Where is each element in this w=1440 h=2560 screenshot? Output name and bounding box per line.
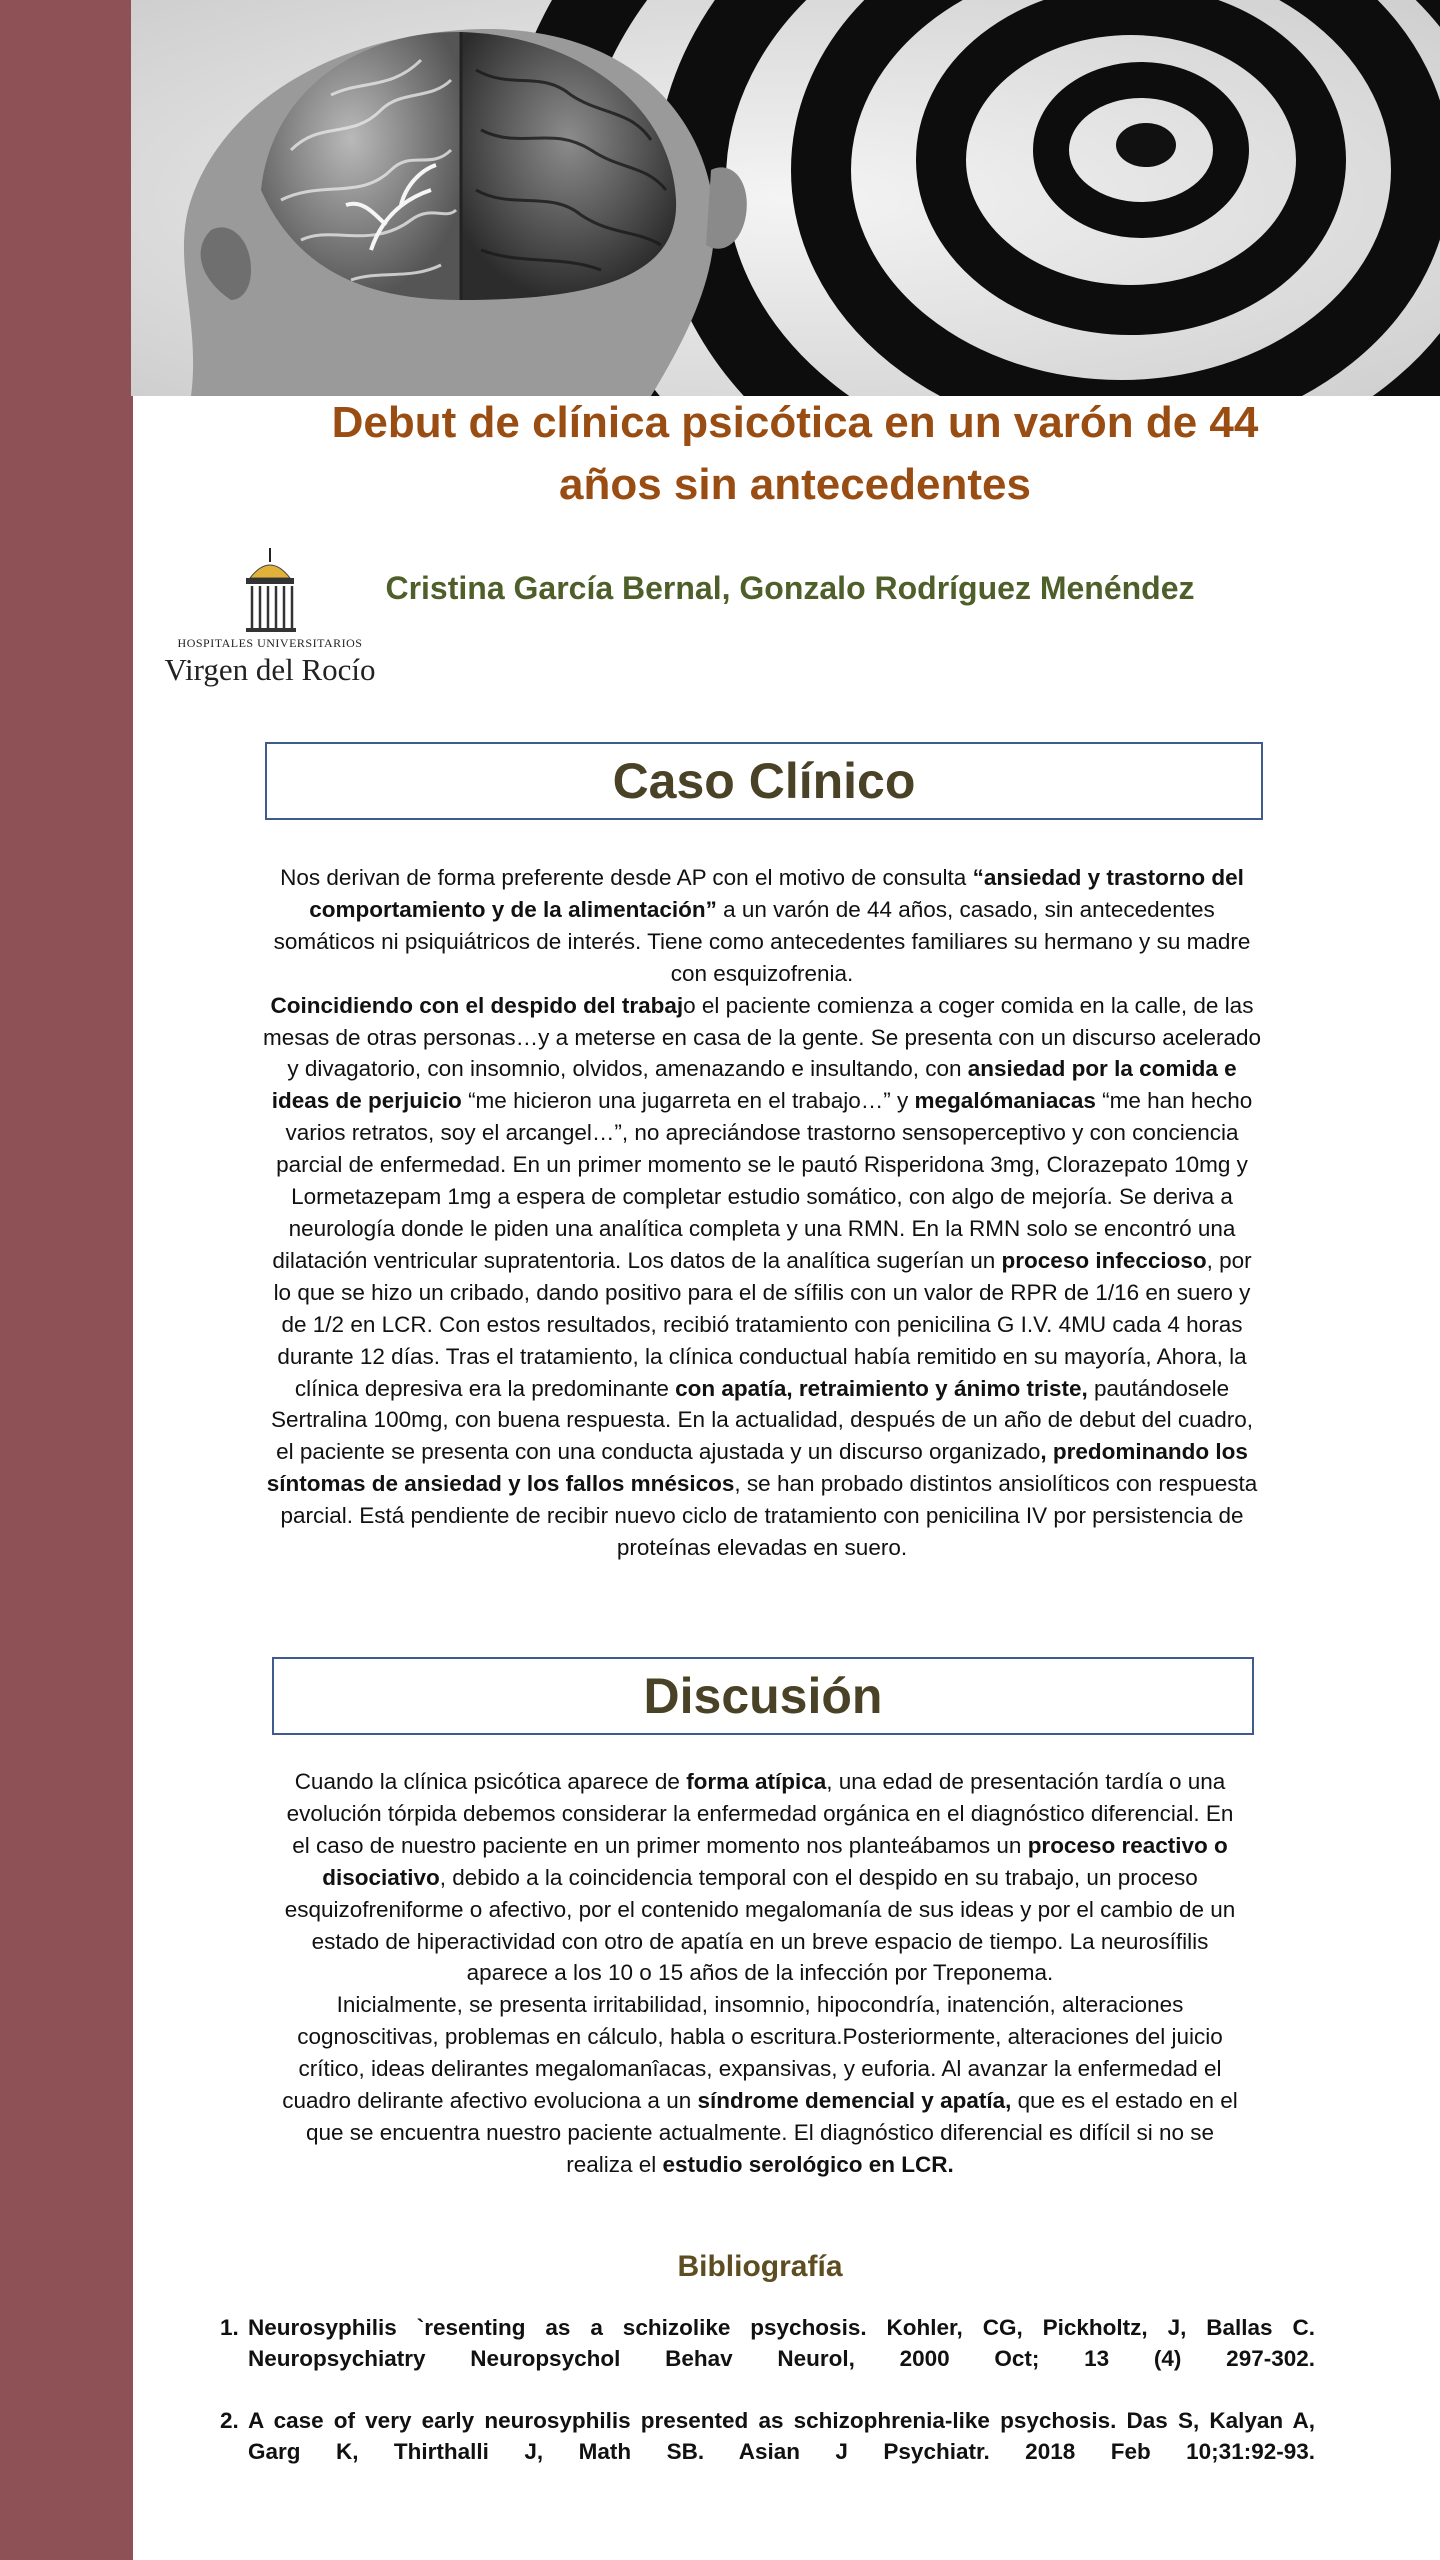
text-run: “me hicieron una jugarreta en el trabajo…” y: [461, 1088, 915, 1114]
text-run: Cuando la clínica psicótica aparece de: [294, 1769, 687, 1794]
discusion-paragraph-2: [280, 1989, 1240, 2180]
bibliografia-heading: Bibliografía: [677, 2250, 843, 2283]
bold-run: con apatía, retraimiento y ánimo triste,: [675, 1375, 1088, 1401]
reference-text: Neurosyphilis `resenting as a schizolike psychosis. Kohler, CG, Pickholtz, J, Ballas C. Neuropsychiatry Neuropsychol Behav Neurol, 2000 Oct; 13 (4) 297-302.: [248, 2315, 1315, 2371]
text-run: que es el estado en el que se encuentra nuestro paciente actualmente. El diagnóstico diferencial es difícil si no se realiza el: [305, 2088, 1238, 2177]
caso-paragraph-2: [262, 990, 1262, 1564]
discusion-body: [280, 1766, 1240, 2181]
text-run: a un varón de 44 años, casado, sin antecedentes somáticos ni psiquiátricos de interés. Tiene como antecedentes familiares su hermano y su madre con esquizofrenia.: [273, 896, 1251, 986]
caso-clinico-heading: Caso Clínico: [612, 753, 916, 809]
discusion-header: [272, 1657, 1254, 1735]
reference-number: 1.: [220, 2315, 239, 2340]
poster-title: [220, 392, 1370, 516]
reference-item: [220, 2405, 1315, 2467]
header-brain-image: [131, 0, 1440, 396]
poster-title-line1: Debut de clínica psicótica en un varón de 44: [331, 398, 1259, 447]
bold-run: ansiedad por la comida e ideas de perjuicio: [271, 1056, 1237, 1114]
bold-run: proceso reactivo o disociativo: [322, 1832, 1228, 1890]
poster-title-line2: años sin antecedentes: [559, 460, 1031, 509]
text-run: , por lo que se hizo un cribado, dando positivo para el de sífilis con un valor de RPR de 1/16 en suero y de 1/2 en LCR. Con estos resultados, recibió tratamiento con penicilina G I.V. 4MU cada 4 horas durante 12 días. Tras el tratamiento, la clínica conductual había remitido en su mayoría, Ahora, la clínica depresiva era la predominante: [273, 1247, 1252, 1401]
bold-run: , predominando los síntomas de ansiedad y los fallos mnésicos: [266, 1439, 1248, 1497]
bold-run: estudio serológico en LCR.: [662, 2151, 954, 2177]
text-run: Nos derivan de forma preferente desde AP con el motivo de consulta: [280, 865, 973, 890]
reference-item: [220, 2312, 1315, 2374]
bold-run: proceso infeccioso: [1001, 1247, 1207, 1273]
bold-run: forma atípica: [686, 1769, 827, 1794]
left-color-band: [0, 0, 133, 2560]
discusion-paragraph-1: [280, 1766, 1240, 1989]
brain-spiral-illustration: [131, 0, 1440, 396]
text-run: Inicialmente, se presenta irritabilidad, insomnio, hipocondría, inatención, alteraciones cognoscitivas, problemas en cálculo, habla o escritura.Posteriormente, alteraciones del juicio crítico, ideas delirantes megalomanîacas, expansivas, y euforia. Al avanzar la enfermedad el cuadro delirante afectivo evoluciona a un: [282, 1992, 1223, 2114]
text-run: pautándosele Sertralina 100mg, con buena respuesta. En la actualidad, después de un año de debut del cuadro, el paciente se presenta con una conducta ajustada y un discurso organizado: [271, 1375, 1253, 1465]
caso-clinico-header: [265, 742, 1263, 820]
text-run: o el paciente comienza a coger comida en la calle, de las mesas de otras personas…y a meterse en casa de la gente. Se presenta con un discurso acelerado y divagatorio, con insomnio, olvidos, amenazando e insultando, con: [262, 992, 1262, 1082]
reference-list: [220, 2312, 1315, 2467]
text-run: , se han probado distintos ansiolíticos con respuesta parcial. Está pendiente de recibir nuevo ciclo de tratamiento con penicilina IV por persistencia de proteínas elevadas en suero.: [280, 1471, 1258, 1561]
text-run: , una edad de presentación tardía o una evolución tórpida debemos considerar la enfermedad orgánica en el diagnóstico diferencial. En el caso de nuestro paciente en un primer momento nos planteábamos un: [286, 1769, 1234, 1858]
authors: Cristina García Bernal, Gonzalo Rodríguez Menéndez: [385, 570, 1195, 606]
text-run: “me han hecho varios retratos, soy el arcangel…”, no apreciándose trastorno sensoperceptivo y con conciencia parcial de enfermedad. En un primer momento se le pautó Risperidona 3mg, Clorazepato 10mg y Lormetazepam 1mg a espera de completar estudio somático, con algo de mejoría. Se deriva a neurología donde le piden una analítica completa y una RMN. En la RMN solo se encontró una dilatación ventricular supratentoria. Los datos de la analítica sugerían un: [272, 1088, 1253, 1273]
reference-number: 2.: [220, 2408, 239, 2433]
text-run: , debido a la coincidencia temporal con el despido en su trabajo, un proceso esquizofreniforme o afectivo, por el contenido megalomanía de sus ideas y por el cambio de un estado de hiperactividad con otro de apatía en un breve espacio de tiempo. La neurosífilis aparece a los 10 o 15 años de la infección por Treponema.: [284, 1864, 1236, 1986]
bold-run: síndrome demencial y apatía,: [697, 2088, 1012, 2114]
reference-text: A case of very early neurosyphilis presented as schizophrenia-like psychosis. Das S, Kalyan A, Garg K, Thirthalli J, Math SB. Asian J Psychiatr. 2018 Feb 10;31:92-93.: [248, 2408, 1315, 2464]
bold-run: Coincidiendo con el despido del trabaj: [270, 992, 684, 1018]
caso-paragraph-1: [262, 862, 1262, 990]
bold-run: megalómaniacas: [914, 1088, 1096, 1114]
bold-run: “ansiedad y trastorno del comportamiento y de la alimentación”: [309, 865, 1244, 922]
logo-subtitle: HOSPITALES UNIVERSITARIOS: [177, 636, 363, 650]
caso-clinico-body: [262, 862, 1262, 1564]
discusion-heading: Discusión: [643, 1668, 883, 1724]
logo-name: Virgen del Rocío: [164, 652, 376, 687]
